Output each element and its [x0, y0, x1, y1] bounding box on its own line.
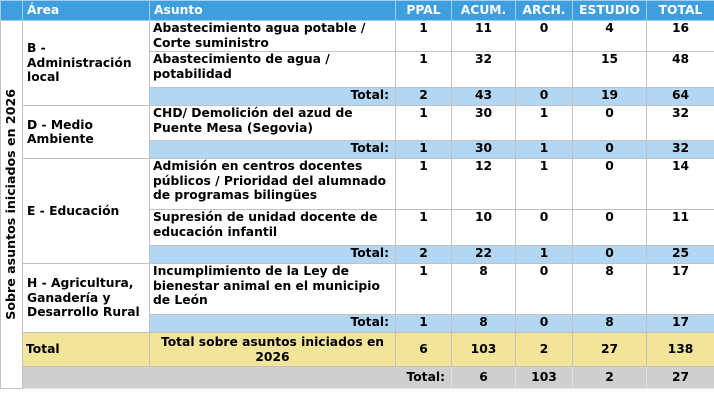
total-cell: 17: [647, 264, 714, 315]
area-cell: E - Educación: [23, 159, 150, 264]
arch-cell: 0: [516, 88, 573, 106]
total-cell: 11: [647, 210, 714, 246]
estudio-cell: 15: [573, 52, 647, 88]
header-blank: [1, 1, 23, 21]
asunto-cell: Admisión en centros docentes públicos / Prioridad del alumnado de programas bilingües: [150, 159, 396, 210]
estudio-cell: 0: [573, 106, 647, 141]
grand-total-row: [1, 367, 714, 389]
acum-cell: 30: [452, 141, 516, 159]
header-estudio: ESTUDIO: [573, 1, 647, 21]
header-arch: ARCH.: [516, 1, 573, 21]
total-cell: 32: [647, 141, 714, 159]
total-cell: 16: [647, 21, 714, 52]
ppal-cell: 1: [396, 21, 452, 52]
area-cell: H - Agricultura, Ganadería y Desarrollo Rural: [23, 264, 150, 333]
header-ppal: PPAL: [396, 1, 452, 21]
subtotal-label: Total:: [150, 246, 396, 264]
arch-cell: [516, 52, 573, 88]
asunto-cell: Incumplimiento de la Ley de bienestar animal en el municipio de León: [150, 264, 396, 315]
asunto-cell: Abastecimiento agua potable / Corte suministro: [150, 21, 396, 52]
arch-cell: 2: [516, 333, 573, 367]
ppal-cell: 6: [396, 333, 452, 367]
asunto-cell: CHD/ Demolición del azud de Puente Mesa (Segovia): [150, 106, 396, 141]
subtotal-label: Total:: [150, 315, 396, 333]
arch-cell: 0: [516, 210, 573, 246]
arch-cell: 0: [516, 21, 573, 52]
arch-cell: 1: [516, 106, 573, 141]
ppal-cell: 1: [396, 52, 452, 88]
acum-cell: 12: [452, 159, 516, 210]
estudio-cell: 27: [647, 367, 714, 389]
table-row: [1, 264, 714, 315]
total-cell: 64: [647, 88, 714, 106]
acum-cell: 103: [452, 333, 516, 367]
table-row: [1, 21, 714, 52]
subtotal-label: Total:: [150, 141, 396, 159]
asunto-cell: Supresión de unidad docente de educación infantil: [150, 210, 396, 246]
estudio-cell: 8: [573, 315, 647, 333]
acum-cell: 22: [452, 246, 516, 264]
grand-total-label: Total:: [23, 367, 452, 389]
estudio-cell: 27: [573, 333, 647, 367]
total-cell: 17: [647, 315, 714, 333]
acum-cell: 43: [452, 88, 516, 106]
header-total: TOTAL: [647, 1, 714, 21]
total-area: Total: [23, 333, 150, 367]
acum-cell: 30: [452, 106, 516, 141]
total-cell: 138: [647, 333, 714, 367]
asunto-cell: Abastecimiento de agua / potabilidad: [150, 52, 396, 88]
arch-cell: 1: [516, 159, 573, 210]
ppal-cell: 6: [452, 367, 516, 389]
estudio-cell: 19: [573, 88, 647, 106]
total-cell: 25: [647, 246, 714, 264]
acum-cell: 8: [452, 315, 516, 333]
subtotal-label: Total:: [150, 88, 396, 106]
ppal-cell: 1: [396, 315, 452, 333]
estudio-cell: 0: [573, 159, 647, 210]
acum-cell: 10: [452, 210, 516, 246]
total-row: [1, 333, 714, 367]
arch-cell: 2: [573, 367, 647, 389]
header-row: [1, 1, 714, 21]
estudio-cell: 8: [573, 264, 647, 315]
acum-cell: 103: [516, 367, 573, 389]
ppal-cell: 2: [396, 88, 452, 106]
ppal-cell: 1: [396, 106, 452, 141]
estudio-cell: 4: [573, 21, 647, 52]
ppal-cell: 1: [396, 264, 452, 315]
total-cell: 14: [647, 159, 714, 210]
arch-cell: 0: [516, 264, 573, 315]
estudio-cell: 0: [573, 141, 647, 159]
header-area: Área: [23, 1, 150, 21]
total-cell: 32: [647, 106, 714, 141]
estudio-cell: 0: [573, 210, 647, 246]
ppal-cell: 1: [396, 141, 452, 159]
header-asunto: Asunto: [150, 1, 396, 21]
total-label: Total sobre asuntos iniciados en 2026: [150, 333, 396, 367]
arch-cell: 1: [516, 246, 573, 264]
acum-cell: 8: [452, 264, 516, 315]
ppal-cell: 1: [396, 210, 452, 246]
arch-cell: 0: [516, 315, 573, 333]
total-cell: 48: [647, 52, 714, 88]
acum-cell: 32: [452, 52, 516, 88]
acum-cell: 11: [452, 21, 516, 52]
side-label-cell: [1, 21, 23, 389]
table-row: [1, 159, 714, 210]
area-cell: D - Medio Ambiente: [23, 106, 150, 159]
estudio-cell: 0: [573, 246, 647, 264]
ppal-cell: 1: [396, 159, 452, 210]
ppal-cell: 2: [396, 246, 452, 264]
header-acum: ACUM.: [452, 1, 516, 21]
table-row: [1, 106, 714, 141]
side-label: Sobre asuntos iniciados en 2026: [3, 89, 19, 320]
area-cell: B - Administración local: [23, 21, 150, 106]
arch-cell: 1: [516, 141, 573, 159]
